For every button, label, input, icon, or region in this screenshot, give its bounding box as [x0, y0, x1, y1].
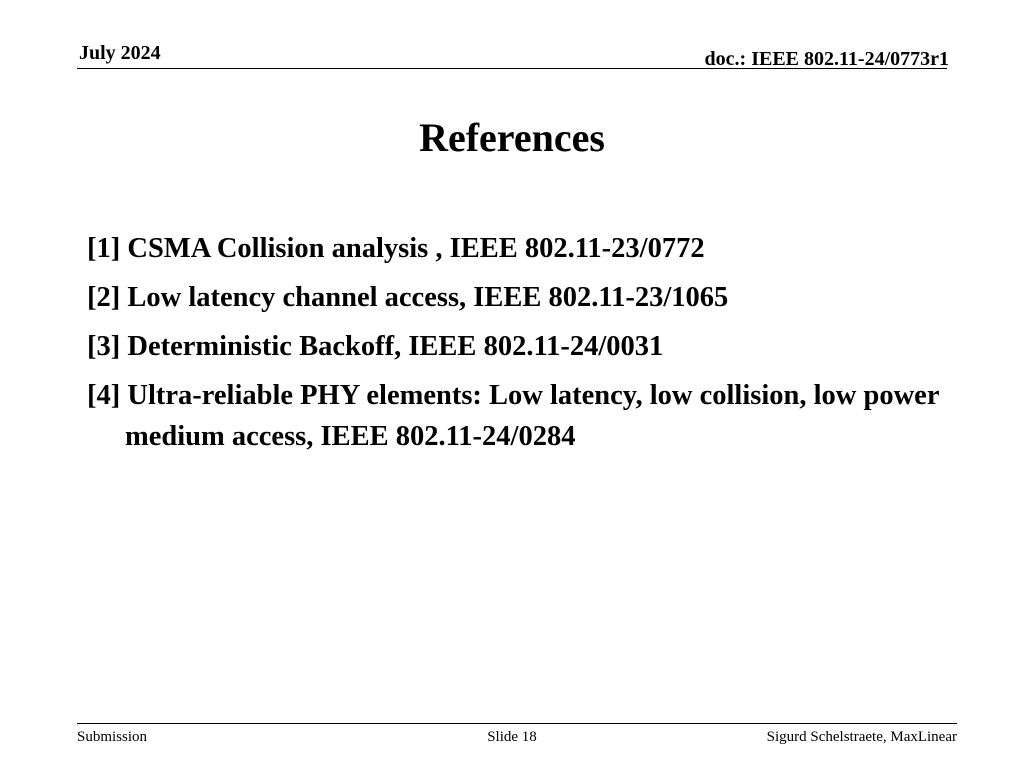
reference-item: [1] CSMA Collision analysis , IEEE 802.11-23/0772 — [87, 233, 705, 264]
reference-item: [3] Deterministic Backoff, IEEE 802.11-24/0031 — [87, 331, 664, 362]
slide-title: References — [419, 115, 605, 160]
reference-item: [2] Low latency channel access, IEEE 802.11-23/1065 — [87, 282, 729, 313]
footer-divider — [77, 723, 957, 724]
footer-slide-number: Slide 18 — [487, 729, 537, 745]
footer-author: Sigurd Schelstraete, MaxLinear — [766, 729, 957, 745]
footer-submission: Submission — [77, 729, 148, 745]
header-date: July 2024 — [79, 42, 161, 64]
references-list — [87, 228, 987, 465]
header-doc-id: doc.: IEEE 802.11-24/0773r1 — [704, 48, 949, 70]
header-divider — [77, 68, 947, 69]
reference-item: [4] Ultra-reliable PHY elements: Low latency, low collision, low power medium access, IEEE 802.11-24/0284 — [87, 380, 939, 452]
